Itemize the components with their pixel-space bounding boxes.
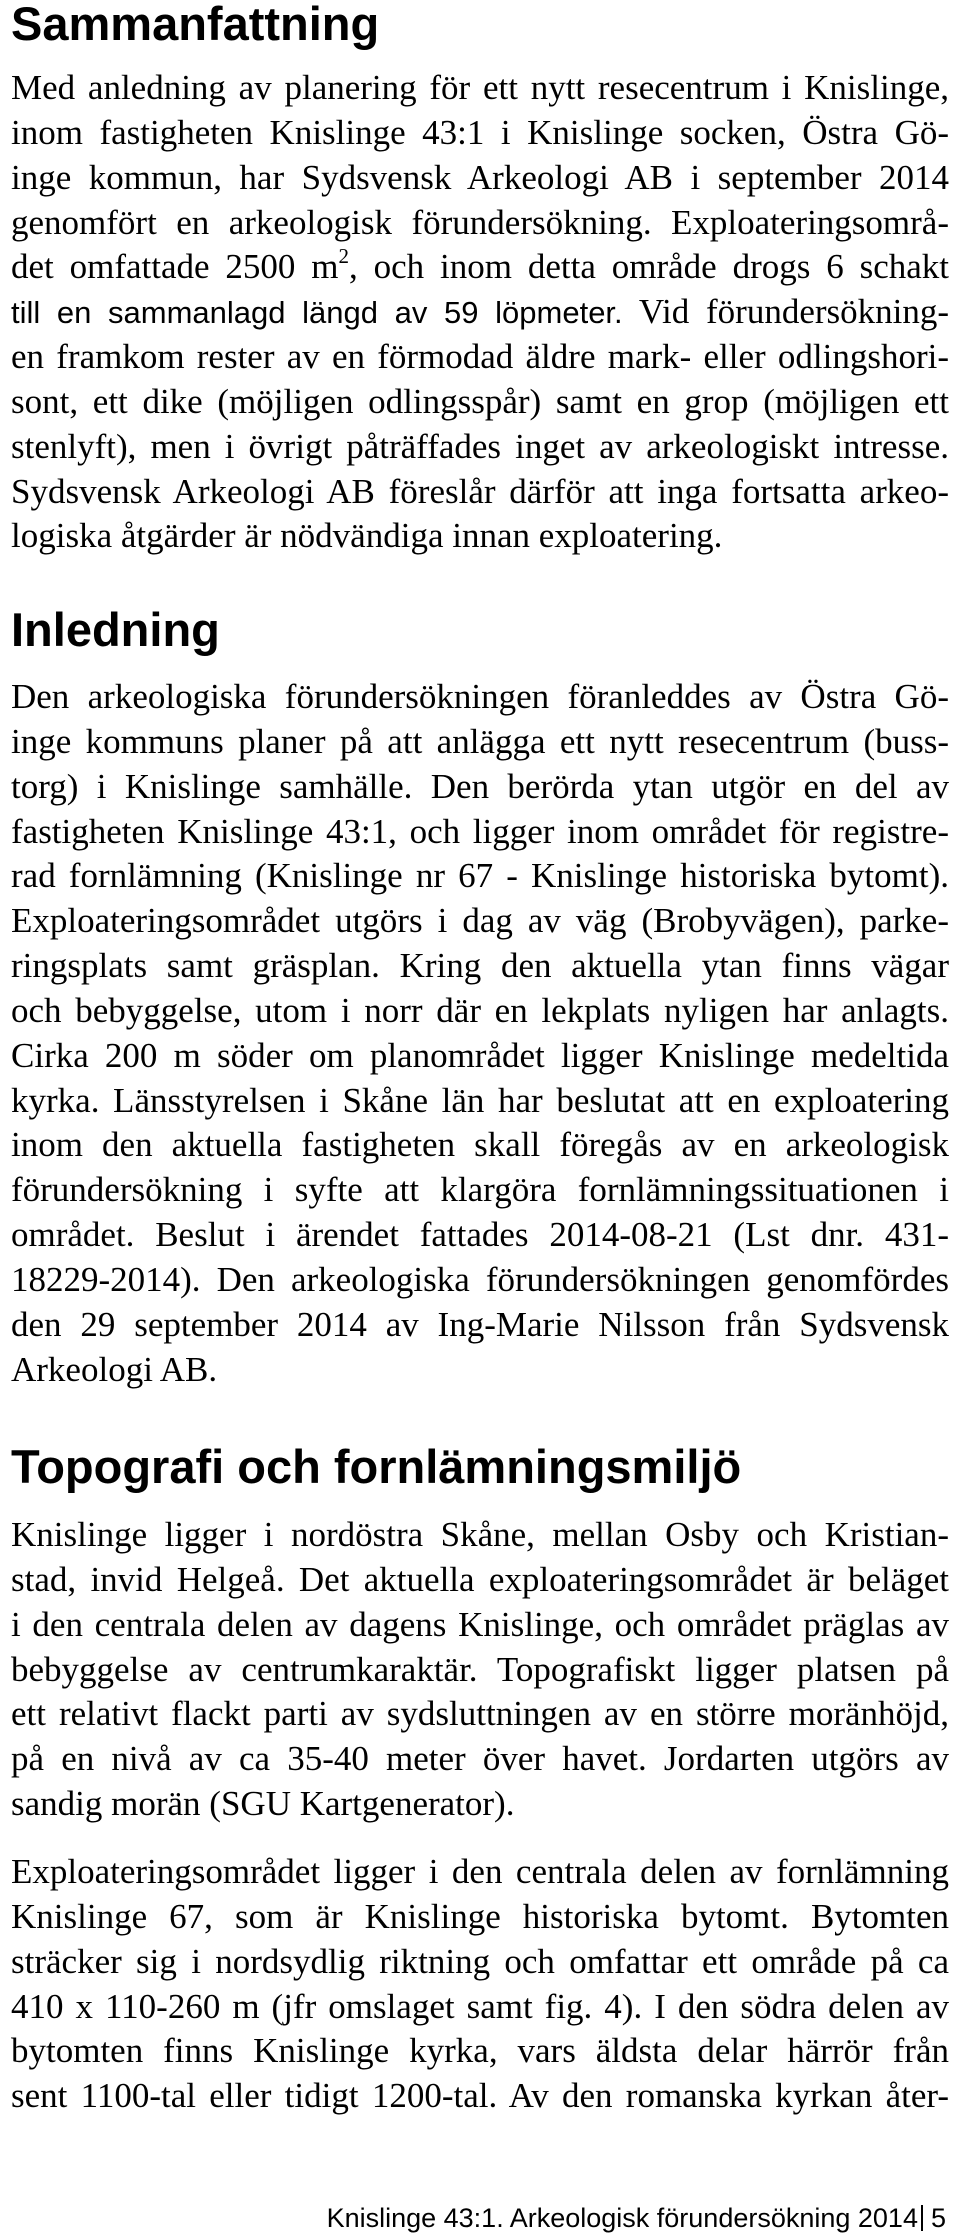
text-line <box>11 245 949 290</box>
text-line: Cirka 200 m söder om planområdet ligger Knislinge medeltida <box>11 1035 949 1075</box>
text-line: stad, invid Helgeå. Det aktuella exploateringsområdet är beläget <box>11 1559 949 1599</box>
page-number: 5 <box>930 2203 946 2233</box>
text-line: Sydsvensk Arkeologi AB föreslår därför att inga fortsatta arkeo- <box>11 471 949 511</box>
topography-paragraph-2 <box>11 1850 949 2119</box>
text-line: Arkeologi AB. <box>11 1349 218 1389</box>
summary-paragraph <box>11 66 949 559</box>
text-segment: Vid förundersökning- <box>638 292 950 332</box>
text-line: fastigheten Knislinge 43:1, och ligger inom området för registre- <box>11 811 949 851</box>
text-line: Med anledning av planering för ett nytt resecentrum i Knislinge, <box>11 68 949 107</box>
text-line: sont, ett dike (möjligen odlingsspår) samt en grop (möjligen ett <box>11 381 949 421</box>
text-line: bebyggelse av centrumkaraktär. Topografiskt ligger platsen på <box>11 1649 949 1689</box>
introduction-heading: Inledning <box>11 603 220 656</box>
text-line: området. Beslut i ärendet fattades 2014-08-21 (Lst dnr. 431- <box>11 1215 949 1255</box>
footer-divider <box>921 2205 923 2231</box>
text-line: inge kommun, har Sydsvensk Arkeologi AB i september 2014 <box>11 157 949 197</box>
footer-title: Knislinge 43:1. Arkeologisk förundersökning 2014 <box>326 2203 918 2233</box>
text-segment: det omfattade 2500 m <box>11 247 339 287</box>
text-line: sent 1100-tal eller tidigt 1200-tal. Av den romanska kyrkan åter- <box>11 2076 949 2116</box>
text-line: bytomten finns Knislinge kyrka, vars äldsta delar härrör från <box>11 2031 949 2071</box>
text-line: Exploateringsområdet ligger i den centrala delen av fornlämning <box>11 1852 949 1891</box>
text-line: inom fastigheten Knislinge 43:1 i Knislinge socken, Östra Gö- <box>11 112 949 152</box>
text-line: kyrka. Länsstyrelsen i Skåne län har beslutat att en exploatering <box>11 1080 949 1120</box>
text-line: rad fornlämning (Knislinge nr 67 - Knislinge historiska bytomt). <box>11 856 949 896</box>
text-line: ringsplats samt gräsplan. Kring den aktuella ytan finns vägar <box>11 946 949 986</box>
text-line: en framkom rester av en förmodad äldre mark- eller odlingshori- <box>11 337 949 377</box>
text-line: logiska åtgärder är nödvändiga innan exploatering. <box>11 516 723 556</box>
text-line: sandig morän (SGU Kartgenerator). <box>11 1784 515 1824</box>
text-line: Exploateringsområdet utgörs i dag av väg (Brobyvägen), parke- <box>11 901 949 941</box>
text-line: Knislinge ligger i nordöstra Skåne, mellan Osby och Kristian- <box>11 1515 949 1554</box>
text-line: genomfört en arkeologisk förundersökning. Exploateringsområ- <box>11 202 949 242</box>
text-line: stenlyft), men i övrigt påträffades inget av arkeologiskt intresse. <box>11 426 949 466</box>
text-line: Knislinge 67, som är Knislinge historiska bytomt. Bytomten <box>11 1896 949 1936</box>
text-line: 410 x 110-260 m (jfr omslaget samt fig. 4). I den södra delen av <box>11 1986 949 2026</box>
text-line: på en nivå av ca 35-40 meter över havet. Jordarten utgörs av <box>11 1739 949 1779</box>
summary-heading: Sammanfattning <box>11 0 380 50</box>
superscript: 2 <box>338 244 350 269</box>
text-line: ett relativt flackt parti av sydsluttningen av en större moränhöjd, <box>11 1694 949 1734</box>
text-line: i den centrala delen av dagens Knislinge, och området präglas av <box>11 1604 949 1644</box>
page-footer <box>327 2203 946 2233</box>
text-line: torg) i Knislinge samhälle. Den berörda ytan utgör en del av <box>11 766 949 806</box>
topography-paragraph-1 <box>11 1513 949 1827</box>
text-line: inge kommuns planer på att anlägga ett nytt resecentrum (buss- <box>11 721 949 761</box>
text-segment-sans: till en sammanlagd längd av 59 löpmeter. <box>11 295 623 331</box>
text-line: Den arkeologiska förundersökningen föranleddes av Östra Gö- <box>11 677 949 716</box>
text-line: och bebyggelse, utom i norr där en lekplats nyligen har anlagts. <box>11 990 949 1030</box>
text-line: 18229-2014). Den arkeologiska förundersökningen genomfördes <box>11 1259 949 1299</box>
text-line: sträcker sig i nordsydlig riktning och omfattar ett område på ca <box>11 1941 949 1981</box>
introduction-paragraph <box>11 675 949 1393</box>
text-line: förundersökning i syfte att klargöra fornlämningssituationen i <box>11 1170 949 1210</box>
text-segment: , och inom detta område drogs 6 schakt <box>349 247 950 287</box>
topography-heading: Topografi och fornlämningsmiljö <box>11 1440 742 1493</box>
text-line: den 29 september 2014 av Ing-Marie Nilsson från Sydsvensk <box>11 1304 949 1344</box>
text-line: inom den aktuella fastigheten skall föregås av en arkeologisk <box>11 1125 949 1165</box>
text-line <box>11 290 949 335</box>
